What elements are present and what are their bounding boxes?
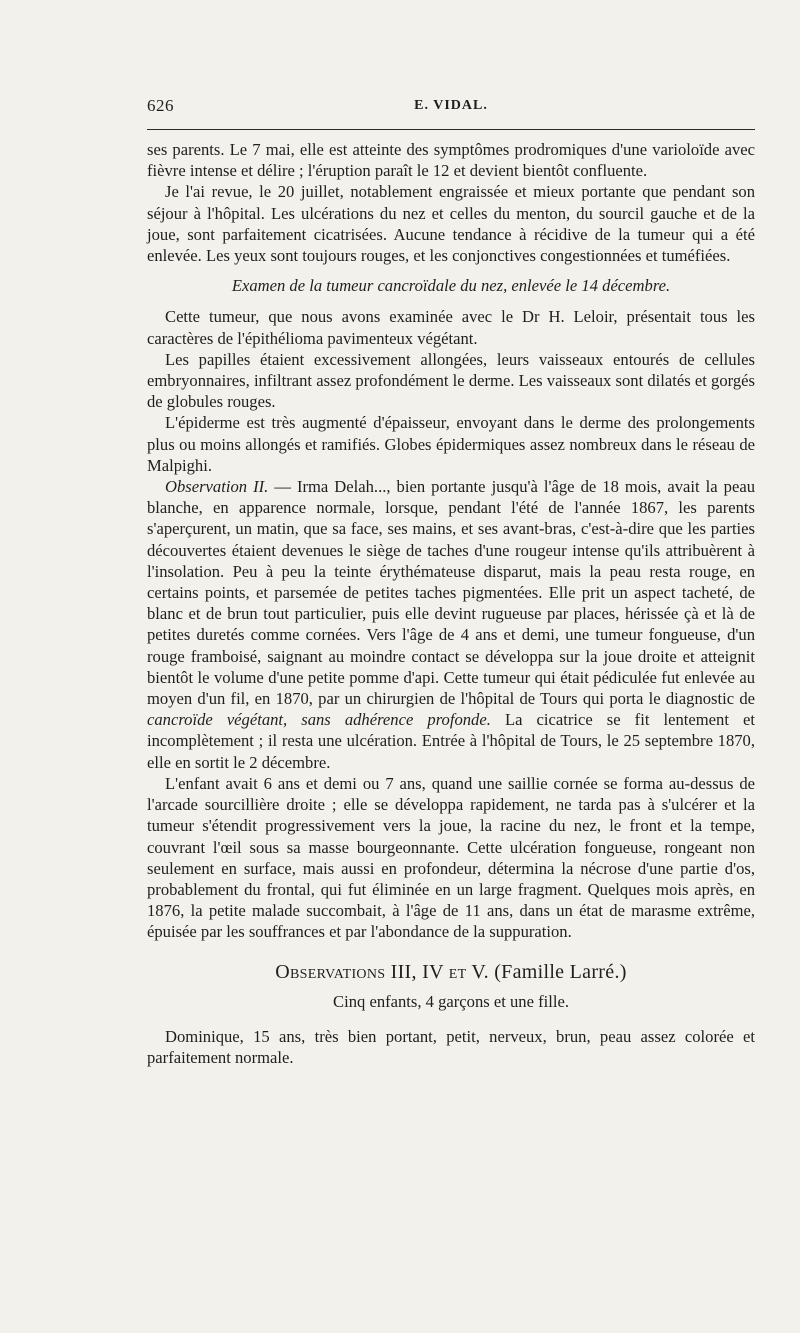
observation-text-b: La cicatrice se fit lentement et incomplètement ; il resta une ulcération. Entrée à l'hôpital de Tours, le 25 septembre 1870, elle en sortit le 2 décembre. xyxy=(147,710,755,772)
running-head xyxy=(147,92,755,122)
page-number: 626 xyxy=(147,96,174,115)
observation-diagnosis: cancroïde végétant, sans adhérence profonde. xyxy=(147,710,491,730)
paragraph-progression: L'enfant avait 6 ans et demi ou 7 ans, quand une saillie cornée se forma au-dessus de l'arcade sourcillière droite ; elle se développa rapidement, ne tarda pas à s'ulcérer et la tumeur s'étendit progressivement vers la joue, la racine du nez, le front et la tempe, couvrant l'œil sous sa masse bourgeonnante. Cette ulcération fongueuse, rongeant non seulement en surface, mais aussi en profondeur, détermina la nécrose d'une partie d'os, probablement du frontal, qui fut éliminée en un large fragment. Quelques mois après, en 1876, la petite malade succombait, à l'âge de 11 ans, dans un état de marasme extrême, épuisée par les souffrances et par l'abondance de la suppuration. xyxy=(147,773,755,942)
paragraph-tumor-description: Cette tumeur, que nous avons examinée avec le Dr H. Leloir, présentait tous les caractères de l'épithélioma pavimenteux végétant. xyxy=(147,307,755,348)
paragraph-epidermis: L'épiderme est très augmenté d'épaisseur, envoyant dans le derme des prolongements plus ou moins allongés et ramifiés. Globes épidermiques assez nombreux dans le réseau de Malpighi. xyxy=(147,413,755,475)
paragraph-revisit: Je l'ai revue, le 20 juillet, notablement engraissée et mieux portante que pendant son séjour à l'hôpital. Les ulcérations du nez et celles du menton, du sourcil gauche et de la joue, sont parfaitement cicatrisées. Aucune tendance à récidive de la tumeur qui a été enlevée. Les yeux sont toujours rouges, et les conjonctives congestionnées et tuméfiées. xyxy=(147,182,755,266)
observation-text-a: — Irma Delah..., bien portante jusqu'à l'âge de 18 mois, avait la peau blanche, en apparence normale, lorsque, pendant l'été de l'année 1867, les parents s'aperçurent, un matin, que sa face, ses mains, et ses avant-bras, c'est-à-dire que les parties découvertes étaient devenues le siège de taches d'une rougeur intense qu'ils attribuèrent à l'insolation. Peu à peu la teinte érythémateuse disparut, mais la peau resta rouge, en certains points, et parsemée de petites taches pigmentées. Elle prit un aspect tacheté, de blanc et de brun tout particulier, puis elle devint rugueuse par places, hérissée çà et là de petites duretés comme cornées. Vers l'âge de 4 ans et demi, une tumeur fongueuse, d'un rouge framboisé, saignant au moindre contact se développa sur la joue droite et atteignit bientôt le volume d'une petite pomme d'api. Cette tumeur qui était pédiculée fut enlevée au moyen d'un fil, en 1870, par un chirurgien de l'hôpital de Tours qui porta le diagnostic de xyxy=(147,477,755,709)
observations-heading-joiner: et xyxy=(448,960,467,983)
page xyxy=(147,92,755,1068)
family-subtitle: Cinq enfants, 4 garçons et une fille. xyxy=(333,991,569,1011)
section-heading-tumor-exam: Examen de la tumeur cancroïdale du nez, enlevée le 14 décembre. xyxy=(231,276,671,296)
observations-heading xyxy=(147,961,755,984)
paragraph-dominique: Dominique, 15 ans, très bien portant, petit, nerveux, brun, peau assez colorée et parfaitement normale. xyxy=(147,1026,755,1067)
paragraph-continued: ses parents. Le 7 mai, elle est atteinte des symptômes prodromiques d'une varioloïde avec fièvre intense et délire ; l'éruption paraît le 12 et devient bientôt confluente. xyxy=(147,140,755,181)
observations-heading-numerals: III, IV xyxy=(385,960,449,983)
paragraph-observation-2 xyxy=(147,476,755,773)
paragraph-papillae: Les papilles étaient excessivement allongées, leurs vaisseaux entourés de cellules embryonnaires, infiltrant assez profondément le derme. Les vaisseaux sont dilatés et gorgés de globules rouges. xyxy=(147,349,755,412)
observations-heading-prefix: Observations xyxy=(275,960,386,983)
observations-heading-rest: V. (Famille Larré.) xyxy=(466,960,627,983)
header-rule xyxy=(147,129,755,130)
running-title: E. VIDAL. xyxy=(414,98,488,113)
observation-label: Observation II. xyxy=(165,477,269,497)
